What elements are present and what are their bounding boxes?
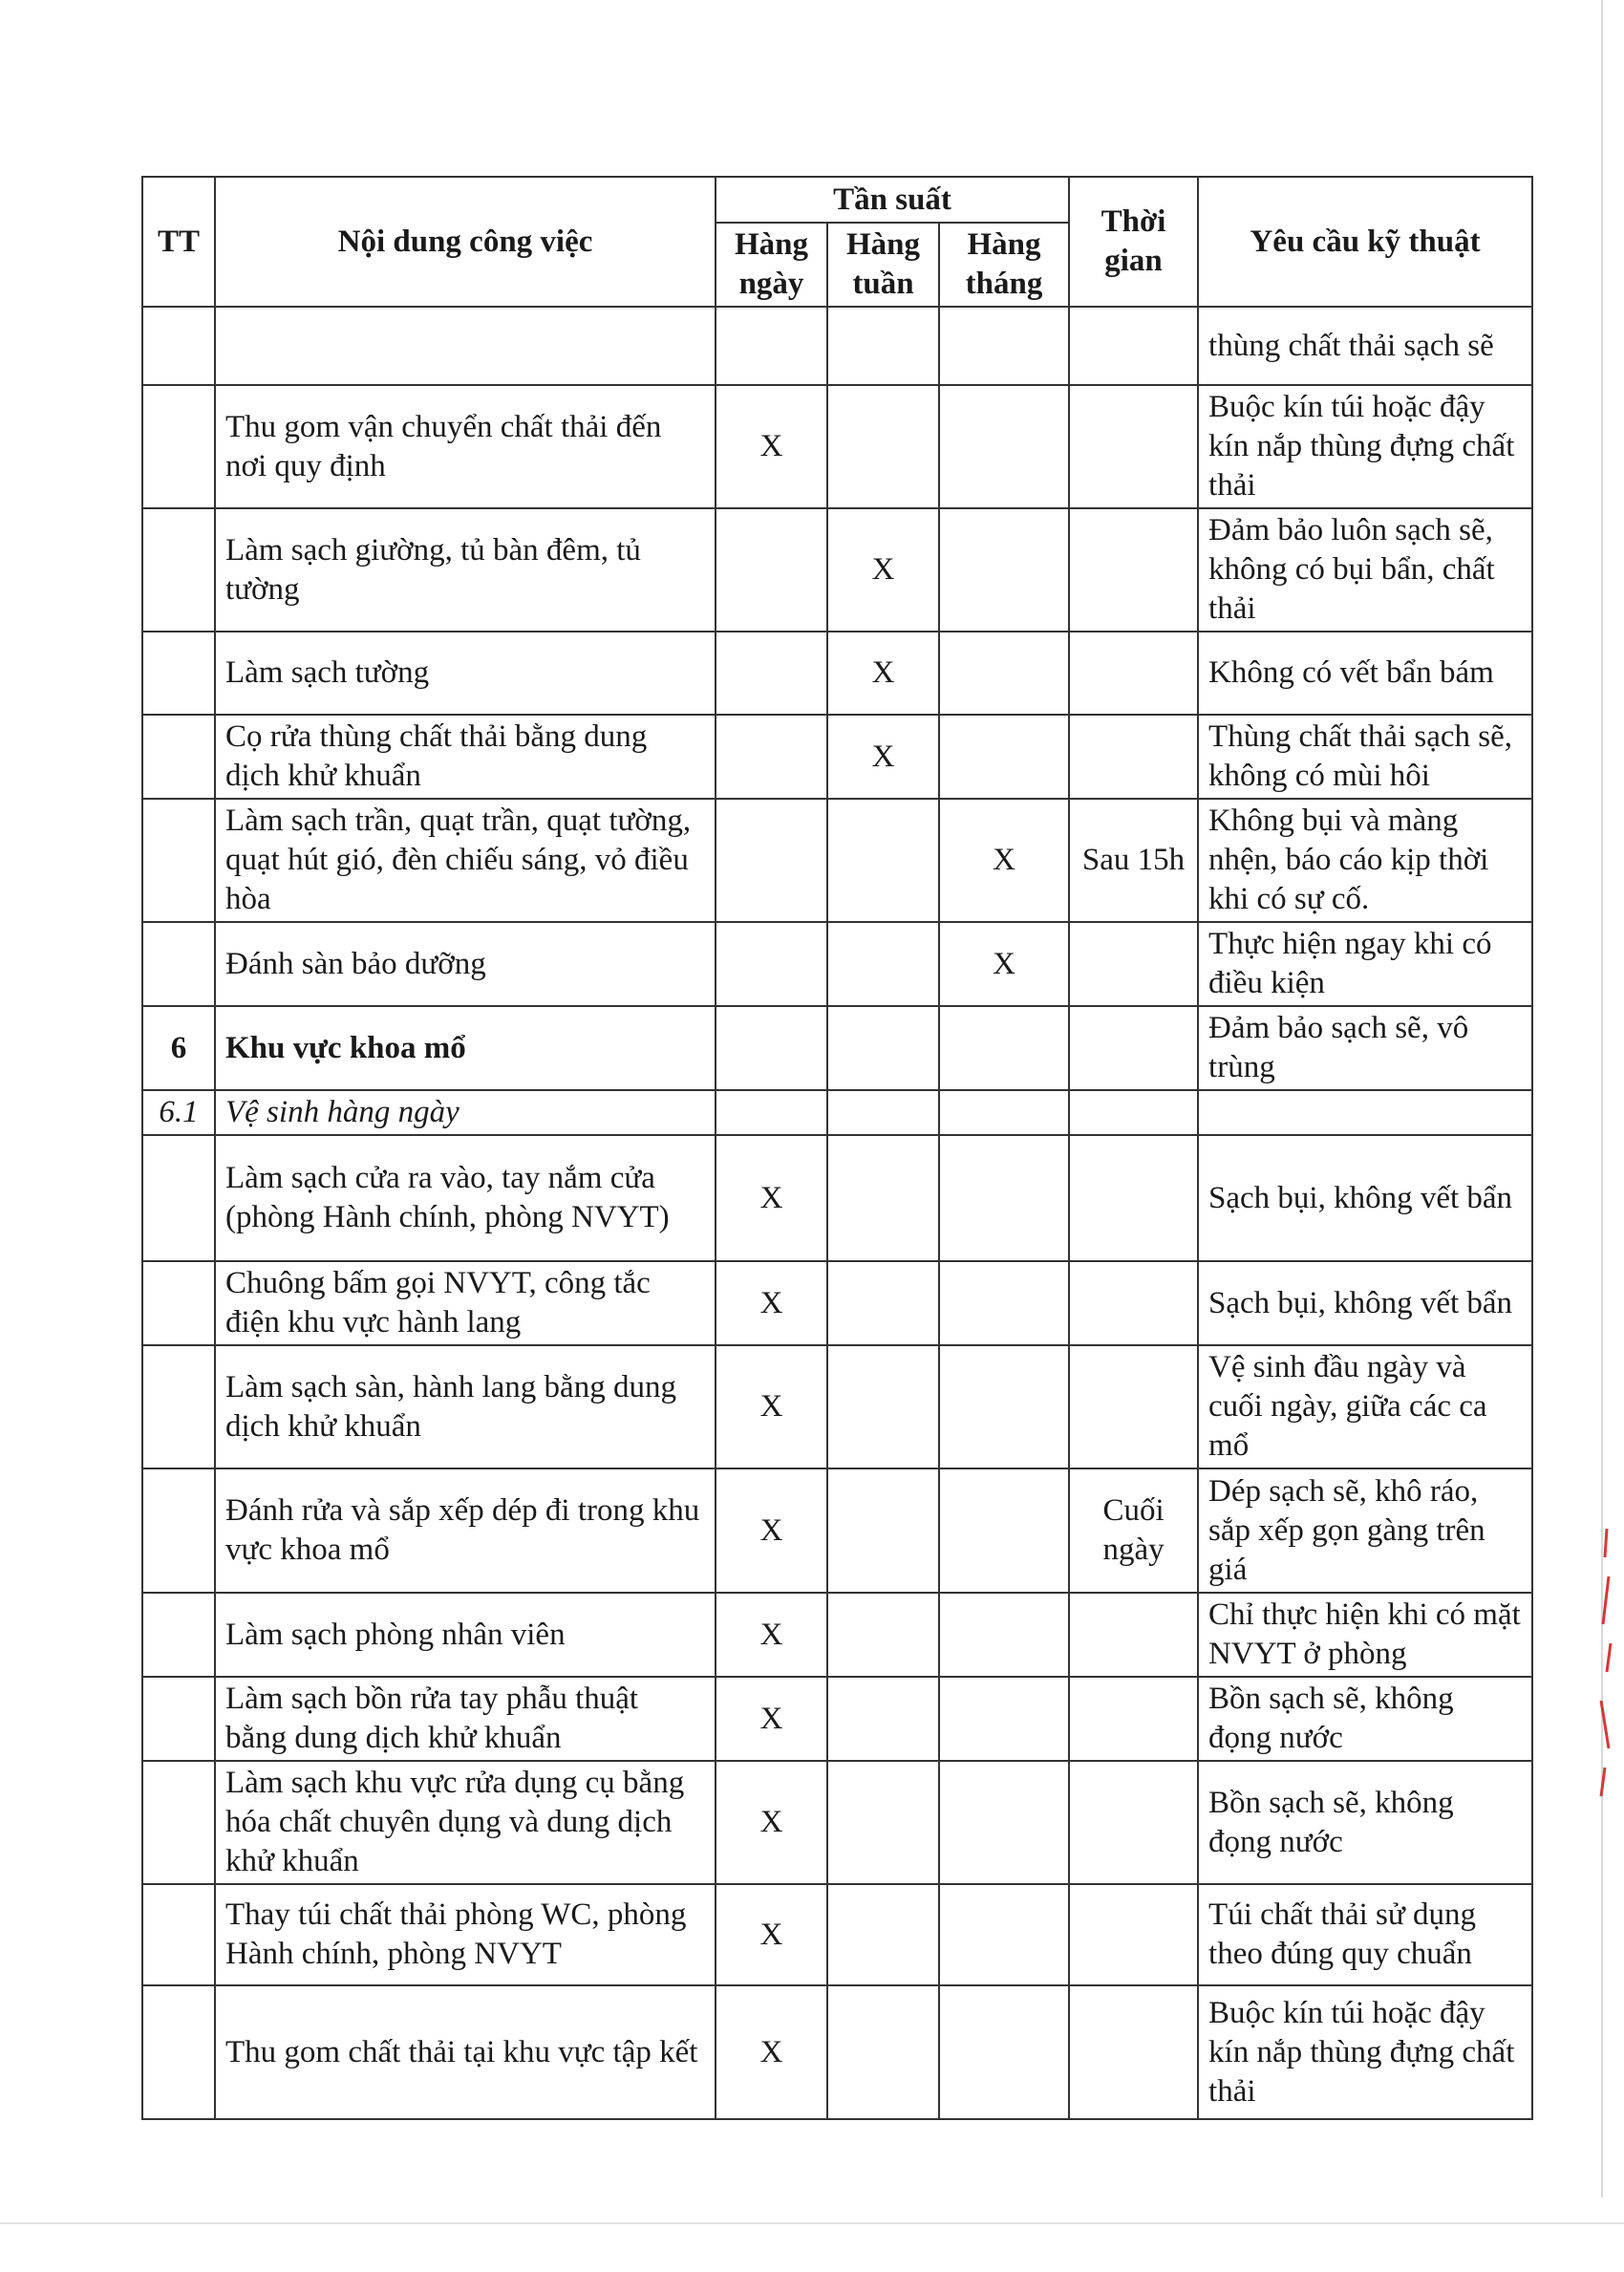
subsection-number: 6.1 <box>142 1090 215 1135</box>
row-weekly <box>827 1090 939 1135</box>
row-weekly: X <box>827 715 939 799</box>
section-number: 6 <box>142 1006 215 1090</box>
row-time <box>1069 1677 1198 1761</box>
table-row <box>142 1261 1532 1345</box>
row-requirement: Chỉ thực hiện khi có mặt NVYT ở phòng <box>1198 1593 1532 1677</box>
row-requirement: Thùng chất thải sạch sẽ, không có mùi hôi <box>1198 715 1532 799</box>
table-row <box>142 1468 1532 1593</box>
row-time <box>1069 1985 1198 2119</box>
row-weekly <box>827 1261 939 1345</box>
row-weekly <box>827 1006 939 1090</box>
row-time <box>1069 715 1198 799</box>
row-monthly <box>939 632 1069 715</box>
margin-pen-mark <box>1590 1519 1616 1806</box>
row-content: Làm sạch trần, quạt trần, quạt tường, quạt hút gió, đèn chiếu sáng, vỏ điều hòa <box>215 799 716 922</box>
row-daily <box>716 508 827 632</box>
table-row <box>142 1345 1532 1468</box>
row-monthly <box>939 1006 1069 1090</box>
table-row <box>142 632 1532 715</box>
row-time: Cuối ngày <box>1069 1468 1198 1593</box>
row-monthly <box>939 1985 1069 2119</box>
row-content: Đánh sàn bảo dưỡng <box>215 922 716 1006</box>
row-requirement: Dép sạch sẽ, khô ráo, sắp xếp gọn gàng trên giá <box>1198 1468 1532 1593</box>
row-daily <box>716 922 827 1006</box>
row-weekly <box>827 1677 939 1761</box>
row-time <box>1069 307 1198 385</box>
header-frequency: Tần suất <box>716 177 1069 223</box>
row-content: Làm sạch giường, tủ bàn đêm, tủ tường <box>215 508 716 632</box>
row-weekly <box>827 1884 939 1985</box>
subsection-row <box>142 1090 1532 1135</box>
table-row <box>142 385 1532 508</box>
row-tt <box>142 1261 215 1345</box>
row-content <box>215 307 716 385</box>
row-daily: X <box>716 1677 827 1761</box>
table-row <box>142 1593 1532 1677</box>
row-tt <box>142 307 215 385</box>
row-weekly: X <box>827 508 939 632</box>
row-weekly <box>827 1761 939 1884</box>
row-content: Đánh rửa và sắp xếp dép đi trong khu vực khoa mổ <box>215 1468 716 1593</box>
row-monthly <box>939 307 1069 385</box>
row-weekly <box>827 799 939 922</box>
row-requirement: thùng chất thải sạch sẽ <box>1198 307 1532 385</box>
row-time <box>1069 1090 1198 1135</box>
row-monthly <box>939 1468 1069 1593</box>
row-content: Thu gom chất thải tại khu vực tập kết <box>215 1985 716 2119</box>
table-row <box>142 508 1532 632</box>
row-requirement: Sạch bụi, không vết bẩn <box>1198 1261 1532 1345</box>
row-content: Làm sạch khu vực rửa dụng cụ bằng hóa chất chuyên dụng và dung dịch khử khuẩn <box>215 1761 716 1884</box>
row-monthly <box>939 508 1069 632</box>
section-title: Khu vực khoa mổ <box>215 1006 716 1090</box>
row-daily: X <box>716 1345 827 1468</box>
row-time: Sau 15h <box>1069 799 1198 922</box>
row-monthly <box>939 1135 1069 1261</box>
row-tt <box>142 1345 215 1468</box>
row-monthly <box>939 1884 1069 1985</box>
row-content: Làm sạch phòng nhân viên <box>215 1593 716 1677</box>
row-weekly <box>827 1985 939 2119</box>
row-weekly <box>827 307 939 385</box>
table-row <box>142 307 1532 385</box>
row-tt <box>142 632 215 715</box>
row-time <box>1069 508 1198 632</box>
row-daily: X <box>716 1135 827 1261</box>
row-tt <box>142 508 215 632</box>
row-content: Thay túi chất thải phòng WC, phòng Hành chính, phòng NVYT <box>215 1884 716 1985</box>
row-requirement: Buộc kín túi hoặc đậy kín nắp thùng đựng chất thải <box>1198 1985 1532 2119</box>
row-monthly <box>939 1261 1069 1345</box>
row-content: Chuông bấm gọi NVYT, công tắc điện khu vực hành lang <box>215 1261 716 1345</box>
row-tt <box>142 799 215 922</box>
row-monthly: X <box>939 922 1069 1006</box>
row-time <box>1069 1761 1198 1884</box>
row-requirement: Thực hiện ngay khi có điều kiện <box>1198 922 1532 1006</box>
row-content: Làm sạch tường <box>215 632 716 715</box>
row-monthly <box>939 1345 1069 1468</box>
row-daily <box>716 715 827 799</box>
header-time: Thời gian <box>1069 177 1198 307</box>
row-weekly <box>827 1135 939 1261</box>
row-daily: X <box>716 1884 827 1985</box>
row-weekly <box>827 1593 939 1677</box>
header-weekly: Hàng tuần <box>827 223 939 307</box>
row-requirement: Bồn sạch sẽ, không đọng nước <box>1198 1761 1532 1884</box>
row-tt <box>142 1761 215 1884</box>
row-tt <box>142 385 215 508</box>
work-schedule-table <box>141 176 1533 2120</box>
row-tt <box>142 1884 215 1985</box>
row-time <box>1069 922 1198 1006</box>
row-daily: X <box>716 385 827 508</box>
row-tt <box>142 1985 215 2119</box>
row-daily: X <box>716 1261 827 1345</box>
row-time <box>1069 1006 1198 1090</box>
row-tt <box>142 1135 215 1261</box>
row-requirement: Túi chất thải sử dụng theo đúng quy chuẩn <box>1198 1884 1532 1985</box>
table-row <box>142 1884 1532 1985</box>
row-tt <box>142 1468 215 1593</box>
row-monthly <box>939 1090 1069 1135</box>
row-content: Cọ rửa thùng chất thải bằng dung dịch khử khuẩn <box>215 715 716 799</box>
row-time <box>1069 1261 1198 1345</box>
row-content: Thu gom vận chuyển chất thải đến nơi quy định <box>215 385 716 508</box>
row-monthly <box>939 1761 1069 1884</box>
table-row <box>142 799 1532 922</box>
table-row <box>142 715 1532 799</box>
row-requirement: Sạch bụi, không vết bẩn <box>1198 1135 1532 1261</box>
row-daily <box>716 799 827 922</box>
row-tt <box>142 922 215 1006</box>
row-daily <box>716 1090 827 1135</box>
table-row <box>142 1761 1532 1884</box>
row-requirement: Đảm bảo sạch sẽ, vô trùng <box>1198 1006 1532 1090</box>
header-tt: TT <box>142 177 215 307</box>
row-requirement: Bồn sạch sẽ, không đọng nước <box>1198 1677 1532 1761</box>
header-daily: Hàng ngày <box>716 223 827 307</box>
table-row <box>142 922 1532 1006</box>
table-row <box>142 1985 1532 2119</box>
row-daily: X <box>716 1761 827 1884</box>
row-time <box>1069 1884 1198 1985</box>
row-requirement: Vệ sinh đầu ngày và cuối ngày, giữa các ca mổ <box>1198 1345 1532 1468</box>
row-weekly <box>827 922 939 1006</box>
row-requirement: Không bụi và màng nhện, báo cáo kịp thời khi có sự cố. <box>1198 799 1532 922</box>
row-tt <box>142 715 215 799</box>
row-monthly <box>939 715 1069 799</box>
row-monthly <box>939 1677 1069 1761</box>
table-body <box>142 307 1532 2119</box>
row-daily <box>716 1006 827 1090</box>
row-daily <box>716 307 827 385</box>
row-requirement: Đảm bảo luôn sạch sẽ, không có bụi bẩn, chất thải <box>1198 508 1532 632</box>
row-monthly <box>939 385 1069 508</box>
row-content: Làm sạch sàn, hành lang bằng dung dịch khử khuẩn <box>215 1345 716 1468</box>
row-monthly <box>939 1593 1069 1677</box>
row-time <box>1069 632 1198 715</box>
row-weekly: X <box>827 632 939 715</box>
header-monthly: Hàng tháng <box>939 223 1069 307</box>
row-daily: X <box>716 1593 827 1677</box>
row-time <box>1069 1345 1198 1468</box>
header-content: Nội dung công việc <box>215 177 716 307</box>
row-content: Làm sạch cửa ra vào, tay nắm cửa (phòng Hành chính, phòng NVYT) <box>215 1135 716 1261</box>
table-row <box>142 1677 1532 1761</box>
row-daily <box>716 632 827 715</box>
subsection-title: Vệ sinh hàng ngày <box>215 1090 716 1135</box>
row-weekly <box>827 1345 939 1468</box>
page-edge <box>0 2222 1624 2224</box>
row-content: Làm sạch bồn rửa tay phẫu thuật bằng dung dịch khử khuẩn <box>215 1677 716 1761</box>
row-time <box>1069 385 1198 508</box>
row-daily: X <box>716 1985 827 2119</box>
row-requirement: Không có vết bẩn bám <box>1198 632 1532 715</box>
row-monthly: X <box>939 799 1069 922</box>
row-time <box>1069 1593 1198 1677</box>
row-requirement: Buộc kín túi hoặc đậy kín nắp thùng đựng chất thải <box>1198 385 1532 508</box>
row-weekly <box>827 1468 939 1593</box>
table-row <box>142 1135 1532 1261</box>
row-tt <box>142 1593 215 1677</box>
section-row <box>142 1006 1532 1090</box>
row-requirement <box>1198 1090 1532 1135</box>
row-weekly <box>827 385 939 508</box>
row-tt <box>142 1677 215 1761</box>
page-edge <box>1601 0 1603 2197</box>
row-time <box>1069 1135 1198 1261</box>
row-daily: X <box>716 1468 827 1593</box>
header-requirement: Yêu cầu kỹ thuật <box>1198 177 1532 307</box>
